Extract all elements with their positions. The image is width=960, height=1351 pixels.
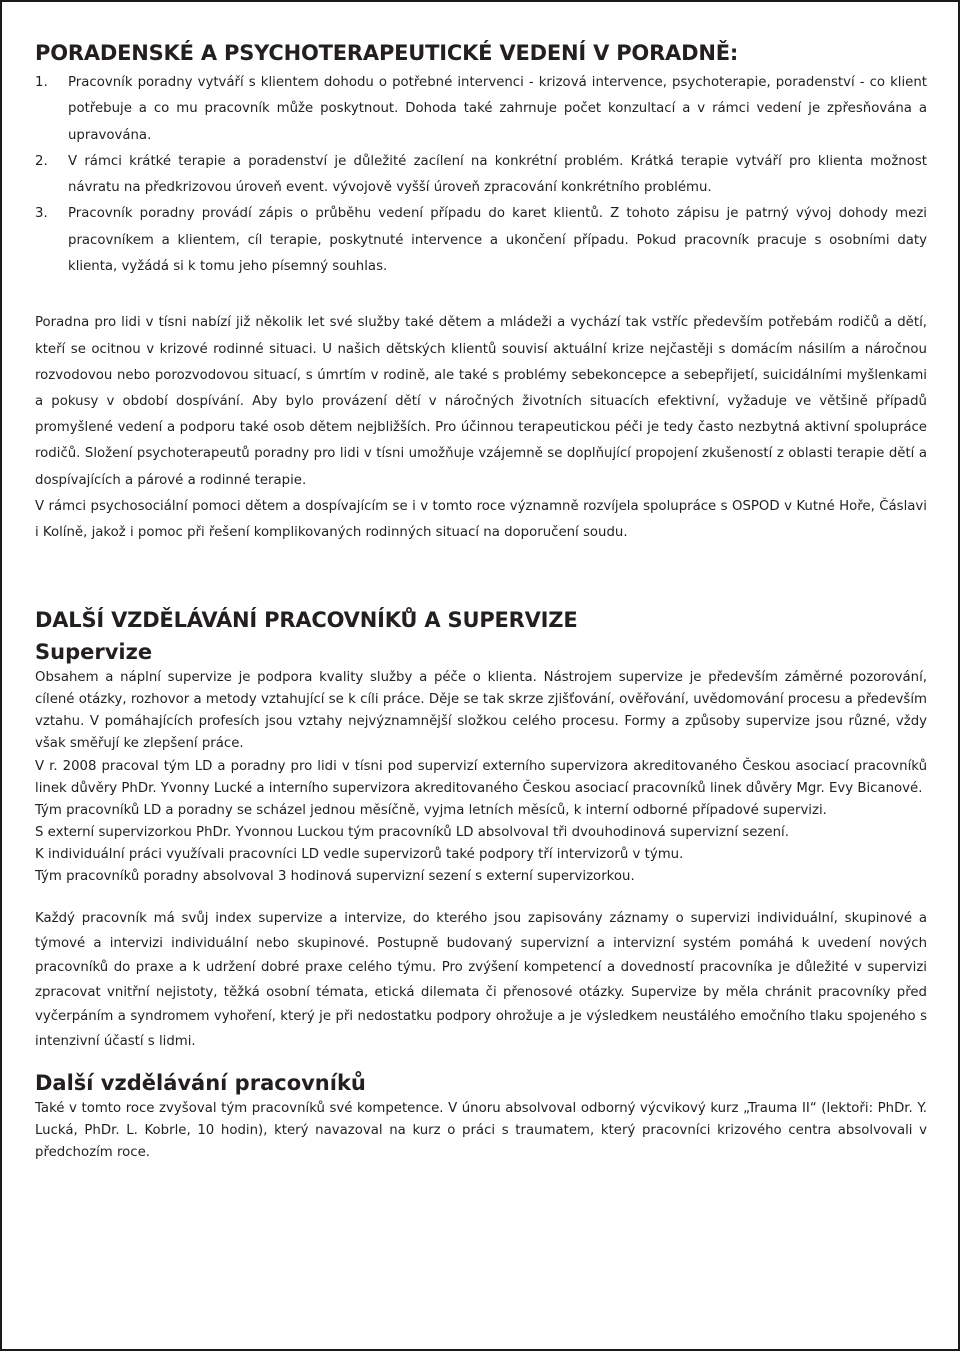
supervision-paragraph: Tým pracovníků poradny absolvoval 3 hodinová supervizní sezení s externí supervizorkou. [35,869,635,885]
spacer [35,888,927,907]
list-item-text: V rámci krátké terapie a poradenství je důležité zacílení na konkrétní problém. Krátká terapie vytváří pro klienta možnost návratu na předkrizovou úroveň event. vývojově vyšší úroveň zpracování konkrétního problému. [68,153,927,196]
paragraph-further-education: Také v tomto roce zvyšoval tým pracovníků své kompetence. V únoru absolvoval odborný výcvikový kurz „Trauma II“ (lektoři: PhDr. Y. Lucká, PhDr. L. Kobrle, 10 hodin), který navazoval na kurz o práci s traumatem, který pracovníci krizového centra absolvovali v předchozím roce. [35,1101,927,1161]
paragraph-ospod-cooperation: V rámci psychosociální pomoci dětem a dospívajícím se i v tomto roce významně rozvíjela spolupráce s OSPOD v Kutné Hoře, Čáslavi i Kolíně, jakož i pomoc při řešení komplikovaných rodinných situací na doporučení soudu. [35,498,927,540]
list-item-text: Pracovník poradny vytváří s klientem dohodu o potřebné intervenci - krizová intervence, psychoterapie, poradenství - co klient potřebuje a co mu pracovník může poskytnout. Dohoda také zahrnuje počet konzultací a v rámci vedení je zpřesňována a upravována. [68,75,927,143]
section-heading-counseling: PORADENSKÉ A PSYCHOTERAPEUTICKÉ VEDENÍ V PORADNĚ: [35,41,739,65]
spacer [35,280,927,310]
list-item [35,149,927,202]
list-item-number: 3. [35,206,48,222]
list-item-number: 1. [35,75,48,90]
subheading-supervision: Supervize [35,640,153,665]
list-item-text: Pracovník poradny provádí zápis o průběhu vedení případu do karet klientů. Z tohoto zápisu je patrný vývoj dohody mezi pracovníkem a klientem, cíl terapie, poskytnuté intervence a ukončení případu. Pokud pracovník pracuje s osobními daty klienta, vyžádá si k tomu jeho písemný souhlas. [68,206,927,275]
supervision-paragraph: Tým pracovníků LD a poradny se scházel jednou měsíčně, vyjma letních měsíců, k interní odborné případové supervizi. [35,802,827,818]
counseling-steps-list [35,70,927,280]
supervision-paragraph: S externí supervizorkou PhDr. Yvonnou Luckou tým pracovníků LD absolvoval tři dvouhodinová supervizní sezení. [35,824,789,840]
paragraph-children-clients: Poradna pro lidi v tísni nabízí již několik let své služby také dětem a mládeži a vychází tak vstříc především potřebám rodičů a dětí, kteří se ocitnou v krizové rodinné situaci. U našich dětských klientů souvisí aktuální krize nejčastěji s domácím násilím a náročnou rozvodovou nebo porozvodovou situací, s úmrtím v rodině, ale také s problémy sebekoncepce a sebepřijetí, suicidálními myšlenkami a pokusy v období dospívání. Aby bylo provázení dětí v náročných životních situacích efektivní, vyžaduje ve většině případů promyšlené vedení a podporu také osob dětem nejbližších. Pro účinnou terapeutickou péči je tedy často nezbytná aktivní spolupráce rodičů. Složení psychoterapeutů poradny pro lidi v tísni umožňuje vzájemně se doplňující propojení zkušeností z oblasti terapie dětí a dospívajících a párové a rodinné terapie. [35,315,927,488]
paragraph-supervision-index: Každý pracovník má svůj index supervize a intervize, do kterého jsou zapisovány záznamy o supervizi individuální, skupinové a týmové a intervizi individuální nebo skupinové. Postupně budovaný supervizní a intervizní systém pomáhá k uvedení nových pracovníků do praxe a k udržení dobré praxe celého týmu. Pro zvýšení kompetencí a dovedností pracovníka je důležité v supervizi zpracovat vnitřní nejistoty, těžká osobní témata, etická dilemata či přenosové otázky. Supervize by měla chránit pracovníky před vyčerpáním a syndromem vyhoření, který je při nedostatku podpory ohrožuje a je výsledkem neustálého emočního tlaku spojeného s intenzivní účastí s lidmi. [35,911,927,1049]
list-item-number: 2. [35,153,48,169]
spacer [35,546,927,603]
supervision-paragraph: V r. 2008 pracoval tým LD a poradny pro lidi v tísni pod supervizí externího supervizora akreditovaného Českou asociací pracovníků linek důvěry PhDr. Yvonny Lucké a interního supervizora akreditovaného Českou asociací pracovníků linek důvěry Mgr. Evy Bicanové. [35,758,927,796]
list-item [35,201,927,280]
section-heading-education: DALŠÍ VZDĚLÁVÁNÍ PRACOVNÍKŮ A SUPERVIZE [35,608,578,633]
document-content [35,36,927,1164]
list-item [35,70,927,149]
subheading-further-education: Další vzdělávání pracovníků [35,1071,366,1096]
supervision-paragraph: Obsahem a náplní supervize je podpora kvality služby a péče o klienta. Nástrojem supervize je především záměrné pozorování, cílené otázky, rozhovor a metody vztahující se k cíli práce. Děje se tak skrze zjišťování, ověřování, uvědomování procesu a především vztahu. V pomáhajících profesích jsou vztahy nejvýznamnější složkou celého procesu. Formy a způsoby supervize jsou různé, vždy však směřují ke zlepšení práce. [35,670,927,752]
spacer [35,1054,927,1068]
supervision-paragraph: K individuální práci využívali pracovníci LD vedle supervizorů také podpory tří intervizorů v týmu. [35,846,684,862]
